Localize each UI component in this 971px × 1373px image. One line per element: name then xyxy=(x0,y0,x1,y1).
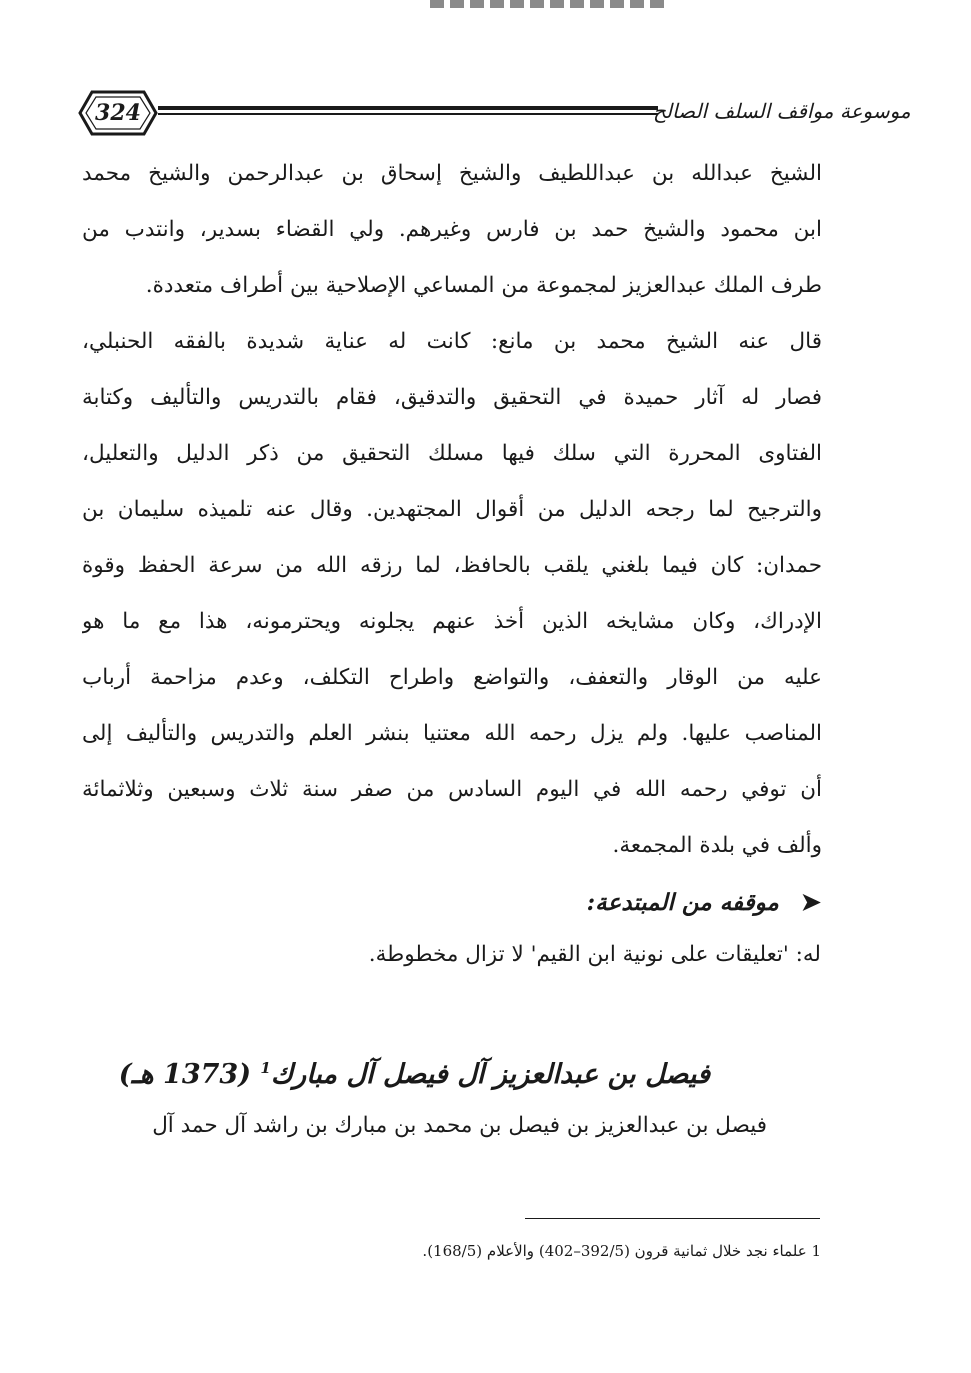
text-line: أن توفي رحمه الله في اليوم السادس من صفر سنة ثلاث وسبعين وثلاثمائة xyxy=(82,777,822,802)
footnote-divider xyxy=(525,1218,820,1219)
text-line: عليه من الوقار والتعفف، والتواضع واطراح التكلف، وعدم مزاحمة أرباب xyxy=(82,665,822,690)
page-header xyxy=(78,82,911,146)
biography-first-line: فيصل بن عبدالعزيز بن فيصل بن محمد بن مبارك بن راشد آل حمد آل xyxy=(152,1113,767,1138)
text-line: الإدراك، وكان مشايخه الذين أخذ عنهم يجلونه ويحترمونه، هذا مع ما هو xyxy=(82,609,822,634)
text-line: حمدان: كان فيما بلغني يلقب بالحافظ، لما رزقه الله من سرعة الحفظ وقوة xyxy=(82,553,822,578)
section-heading-text: موقفه من المبتدعة: xyxy=(586,889,779,916)
text-line: المناصب عليها. ولم يزل رحمه الله معتنيا بنشر العلم والتدريس والتأليف إلى xyxy=(82,721,822,746)
top-cropped-text xyxy=(430,0,670,8)
header-rule xyxy=(158,106,658,118)
text-line: الفتاوى المحررة التي سلك فيها مسلك التحقيق من ذكر الدليل والتعليل، xyxy=(82,441,822,466)
section-heading xyxy=(587,880,821,924)
paragraph-2 xyxy=(82,314,822,874)
text-line: وألف في بلدة المجمعة. xyxy=(612,833,822,858)
footnote: 1 علماء نجد خلال ثمانية قرون (392/5–402) والأعلام (168/5). xyxy=(422,1242,821,1260)
page-number: 324 xyxy=(95,100,141,126)
note-line: له: 'تعليقات على نونية ابن القيم' لا تزال مخطوطة. xyxy=(368,942,821,967)
text-line: طرف الملك عبدالعزيز لمجموعة من المساعي الإصلاحية بين أطراف متعددة. xyxy=(145,273,822,298)
triangle-arrow-icon: ➤ xyxy=(800,887,821,916)
page-number-badge xyxy=(78,88,158,138)
series-title: موسوعة مواقف السلف الصالح xyxy=(653,99,911,123)
text-line: الشيخ عبدالله بن عبداللطيف والشيخ إسحاق بن عبدالرحمن والشيخ محمد xyxy=(82,161,822,186)
biography-title xyxy=(118,1040,710,1096)
text-line: ابن محمود والشيخ حمد بن فارس وغيرهم. ولي القضاء بسدير، وانتدب من xyxy=(82,217,822,242)
text-line: قال عنه الشيخ محمد بن مانع: كانت له عناية شديدة بالفقه الحنبلي، xyxy=(82,329,822,354)
text-line: فصار له آثار حميدة في التحقيق والتدقيق، فقام بالتدريس والتأليف وكتابة xyxy=(82,385,822,410)
paragraph-1 xyxy=(82,146,822,314)
biography-date: (1373 هـ) xyxy=(118,1059,251,1090)
biography-name: فيصل بن عبدالعزيز آل فيصل آل مبارك xyxy=(270,1059,710,1090)
footnote-ref[interactable]: 1 xyxy=(260,1059,271,1077)
text-line: والترجيح لما رجحه الدليل من أقوال المجتهدين. وقال عنه تلميذه سليمان بن xyxy=(82,497,822,522)
